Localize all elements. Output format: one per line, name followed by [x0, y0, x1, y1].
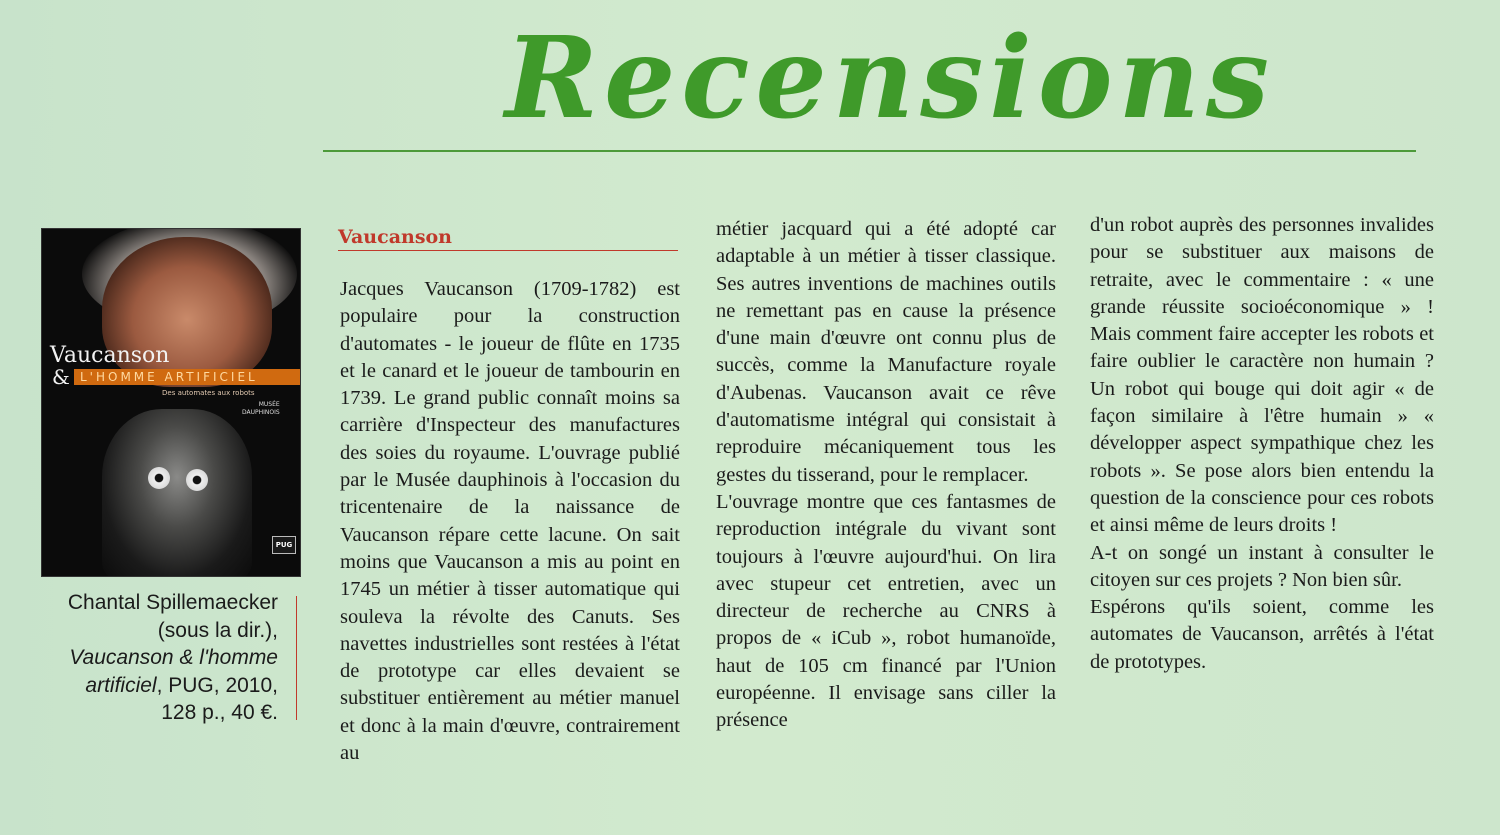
- cover-ampersand: &: [52, 365, 70, 389]
- robot-eye-icon: [186, 469, 208, 491]
- caption-divider: [296, 596, 297, 720]
- article-paragraph: d'un robot auprès des personnes invalides pour se substituer aux maisons de retraite, avec le commentaire : « une grande réussite socioéconomique » ! Mais comment faire accepter les robots et faire oublier le caractère non humain ? Un robot qui bouge qui doit agir « de façon similaire à l'être humain » « développer aspect sympathique chez les robots ». Se pose alors bien entendu la question de la conscience pour ces robots et ainsi même de leurs droits !: [1090, 214, 1434, 537]
- caption-author: Chantal Spillemaecker: [67, 591, 278, 614]
- cover-robot-image: [102, 409, 252, 577]
- article-column-3: [1090, 212, 1434, 676]
- section-divider: [338, 250, 678, 251]
- article-paragraph: Espérons qu'ils soient, comme les automates de Vaucanson, arrêtés à l'état de prototypes.: [1090, 596, 1434, 673]
- article-paragraph: L'ouvrage montre que ces fantasmes de reproduction intégrale du vivant sont toujours à l'œuvre aujourd'hui. On lira avec stupeur cet entretien, avec un directeur de recherche au CNRS à propos de « iCub », robot humanoïde, haut de 105 cm financé par l'Union européenne. Il envisage sans ciller la présence: [716, 490, 1056, 732]
- caption-book-title-2: artificiel: [85, 673, 157, 697]
- article-paragraph: Jacques Vaucanson (1709-1782) est populaire pour la construction d'automates - le joueur de flûte en 1735 et le canard et le joueur de tambourin en 1739. Le grand public connaît moins sa carrière d'Inspecteur des manufactures des soies du royaume. L'ouvrage publié par le Musée dauphinois à l'occasion du tricentenaire de la naissance de Vaucanson répare cette lacune. On sait moins que Vaucanson a mis au point en 1745 un métier à tisser automatique qui souleva la révolte des Canuts. Ses navettes industrielles sont restées à l'état de prototype car elles devaient se substituer entièrement au métier manuel et donc à la main d'œuvre, contrairement au: [340, 278, 680, 765]
- cover-museum-logo: [242, 401, 280, 417]
- book-cover: [41, 228, 301, 577]
- cover-museum-line2: DAUPHINOIS: [242, 409, 280, 416]
- cover-subtitle: L'HOMME ARTIFICIEL: [80, 370, 258, 384]
- caption-role: (sous la dir.),: [157, 618, 278, 642]
- cover-museum-line1: MUSÉE: [258, 401, 280, 408]
- cover-title: Vaucanson: [50, 343, 170, 368]
- publisher-logo: PUG: [272, 536, 296, 554]
- cover-tagline: Des automates aux robots: [162, 389, 255, 397]
- caption-book-title-1: Vaucanson & l'homme: [69, 646, 278, 669]
- page-title: Recensions: [505, 13, 1276, 144]
- robot-eye-icon: [148, 467, 170, 489]
- article-paragraph: métier jacquard qui a été adopté car adaptable à un métier à tisser classique. Ses autres inventions de machines outils ne remettant pas en cause la présence d'une main d'œuvre ont connu plus de succès, comme la Manufacture royale d'Aubenas. Vaucanson avait ce rêve d'automatisme intégral qui consistait à reproduire mécaniquement tous les gestes du tisserand, pour le remplacer.: [716, 218, 1056, 486]
- book-caption: [20, 589, 278, 727]
- article-column-1: [340, 276, 680, 767]
- caption-pages-price: 128 p., 40 €.: [161, 701, 278, 724]
- section-heading: Vaucanson: [338, 226, 452, 248]
- article-paragraph: A-t on songé un instant à consulter le citoyen sur ces projets ? Non bien sûr.: [1090, 541, 1434, 591]
- caption-publisher-year: , PUG, 2010,: [156, 673, 278, 697]
- article-column-2: [716, 216, 1056, 735]
- title-divider: [323, 150, 1416, 152]
